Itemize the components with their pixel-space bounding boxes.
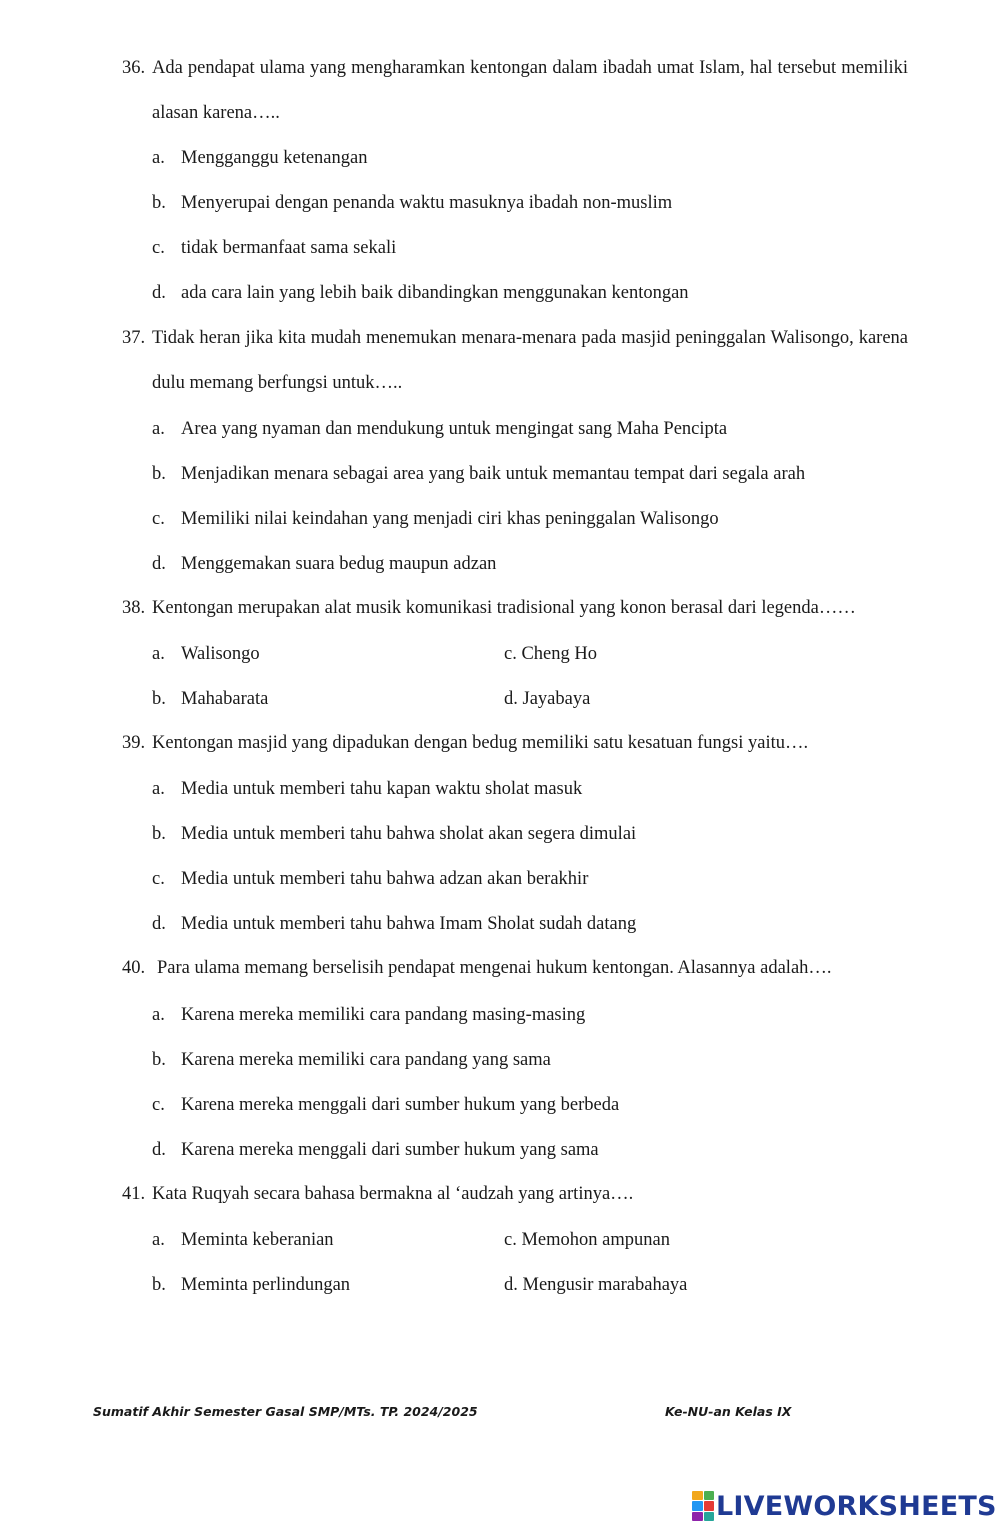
footer-subject: Ke-NU-an Kelas IX — [665, 1404, 792, 1419]
option-36-a[interactable] — [152, 146, 367, 170]
question-41 — [122, 1172, 908, 1217]
option-letter: a. — [152, 148, 165, 168]
option-letter: b. — [152, 1275, 166, 1295]
option-39-c[interactable] — [152, 867, 588, 891]
option-41-d[interactable] — [504, 1273, 687, 1297]
option-letter: c. — [504, 1230, 517, 1250]
option-letter: d. — [152, 1140, 166, 1160]
option-text: Menggemakan suara bedug maupun adzan — [181, 554, 497, 574]
option-text: Memiliki nilai keindahan yang menjadi ciri khas peninggalan Walisongo — [181, 509, 719, 529]
option-letter: d. — [152, 554, 166, 574]
question-number: 36. — [122, 58, 146, 78]
option-text: Mengganggu ketenangan — [181, 148, 368, 168]
option-37-a[interactable] — [152, 417, 727, 441]
option-36-c[interactable] — [152, 236, 396, 260]
option-text: Media untuk memberi tahu bahwa Imam Sholat sudah datang — [181, 914, 637, 934]
option-text: Karena mereka memiliki cara pandang yang sama — [181, 1050, 551, 1070]
option-letter: a. — [152, 779, 165, 799]
option-text: Mahabarata — [181, 689, 269, 709]
option-text: ada cara lain yang lebih baik dibandingkan menggunakan kentongan — [181, 283, 689, 303]
option-text: Media untuk memberi tahu bahwa sholat akan segera dimulai — [181, 824, 637, 844]
option-letter: b. — [152, 689, 166, 709]
option-text: Karena mereka memiliki cara pandang masing-masing — [181, 1005, 586, 1025]
option-letter: c. — [152, 869, 165, 889]
question-number: 39. — [122, 733, 146, 753]
option-letter: d. — [504, 1275, 518, 1295]
option-letter: b. — [152, 464, 166, 484]
option-text: Jayabaya — [522, 689, 591, 709]
option-text: Area yang nyaman dan mendukung untuk mengingat sang Maha Pencipta — [181, 419, 728, 439]
question-number: 38. — [122, 598, 146, 618]
option-letter: a. — [152, 644, 165, 664]
option-letter: a. — [152, 1005, 165, 1025]
option-41-b[interactable] — [152, 1273, 350, 1297]
option-text: Menjadikan menara sebagai area yang baik untuk memantau tempat dari segala arah — [181, 464, 806, 484]
question-text: Kata Ruqyah secara bahasa bermakna al ‘audzah yang artinya…. — [152, 1184, 634, 1204]
question-number: 37. — [122, 328, 146, 348]
option-text: Meminta keberanian — [181, 1230, 334, 1250]
question-text: Kentongan masjid yang dipadukan dengan bedug memiliki satu kesatuan fungsi yaitu…. — [152, 733, 809, 753]
option-letter: b. — [152, 1050, 166, 1070]
question-39 — [122, 721, 908, 766]
option-39-d[interactable] — [152, 912, 636, 936]
option-text: Karena mereka menggali dari sumber hukum yang sama — [181, 1140, 599, 1160]
option-letter: c. — [152, 1095, 165, 1115]
question-38 — [122, 586, 908, 631]
option-40-c[interactable] — [152, 1093, 619, 1117]
option-38-c[interactable] — [504, 642, 597, 666]
option-37-b[interactable] — [152, 462, 805, 486]
option-text: tidak bermanfaat sama sekali — [181, 238, 397, 258]
option-39-b[interactable] — [152, 822, 636, 846]
question-text: Ada pendapat ulama yang mengharamkan kentongan dalam ibadah umat Islam, hal tersebut memiliki alasan karena….. — [152, 58, 908, 123]
option-text: Media untuk memberi tahu kapan waktu sholat masuk — [181, 779, 583, 799]
option-39-a[interactable] — [152, 777, 582, 801]
option-38-d[interactable] — [504, 687, 590, 711]
option-letter: c. — [152, 509, 165, 529]
option-37-c[interactable] — [152, 507, 719, 531]
option-38-b[interactable] — [152, 687, 268, 711]
option-text: Cheng Ho — [521, 644, 598, 664]
question-number: 41. — [122, 1184, 146, 1204]
question-text: Tidak heran jika kita mudah menemukan menara-menara pada masjid peninggalan Walisongo, karena dulu memang berfungsi untuk….. — [152, 328, 908, 393]
option-text: Karena mereka menggali dari sumber hukum yang berbeda — [181, 1095, 620, 1115]
option-40-d[interactable] — [152, 1138, 599, 1162]
option-letter: a. — [152, 419, 165, 439]
option-38-a[interactable] — [152, 642, 260, 666]
option-text: Menyerupai dengan penanda waktu masuknya ibadah non-muslim — [181, 193, 673, 213]
option-text: Meminta perlindungan — [181, 1275, 351, 1295]
option-text: Memohon ampunan — [521, 1230, 670, 1250]
option-letter: c. — [152, 238, 165, 258]
option-text: Media untuk memberi tahu bahwa adzan akan berakhir — [181, 869, 589, 889]
option-letter: a. — [152, 1230, 165, 1250]
option-letter: d. — [504, 689, 518, 709]
option-37-d[interactable] — [152, 552, 496, 576]
question-number: 40. — [122, 958, 146, 978]
option-36-d[interactable] — [152, 281, 689, 305]
option-letter: c. — [504, 644, 517, 664]
liveworksheets-logo-icon — [692, 1491, 714, 1521]
option-40-a[interactable] — [152, 1003, 585, 1027]
option-40-b[interactable] — [152, 1048, 551, 1072]
option-letter: b. — [152, 193, 166, 213]
footer-exam-title: Sumatif Akhir Semester Gasal SMP/MTs. TP. 2024/2025 — [93, 1404, 478, 1419]
question-37 — [122, 316, 908, 406]
liveworksheets-wordmark: LIVEWORKSHEETS — [716, 1490, 997, 1522]
question-text: Para ulama memang berselisih pendapat mengenai hukum kentongan. Alasannya adalah…. — [157, 958, 832, 978]
option-41-a[interactable] — [152, 1228, 334, 1252]
liveworksheets-brand[interactable] — [692, 1489, 997, 1523]
question-40 — [122, 946, 908, 991]
option-text: Mengusir marabahaya — [522, 1275, 688, 1295]
option-41-c[interactable] — [504, 1228, 670, 1252]
question-36 — [122, 46, 908, 136]
option-letter: d. — [152, 283, 166, 303]
option-letter: d. — [152, 914, 166, 934]
option-text: Walisongo — [181, 644, 260, 664]
question-text: Kentongan merupakan alat musik komunikasi tradisional yang konon berasal dari legenda…… — [152, 598, 856, 618]
option-36-b[interactable] — [152, 191, 672, 215]
option-letter: b. — [152, 824, 166, 844]
